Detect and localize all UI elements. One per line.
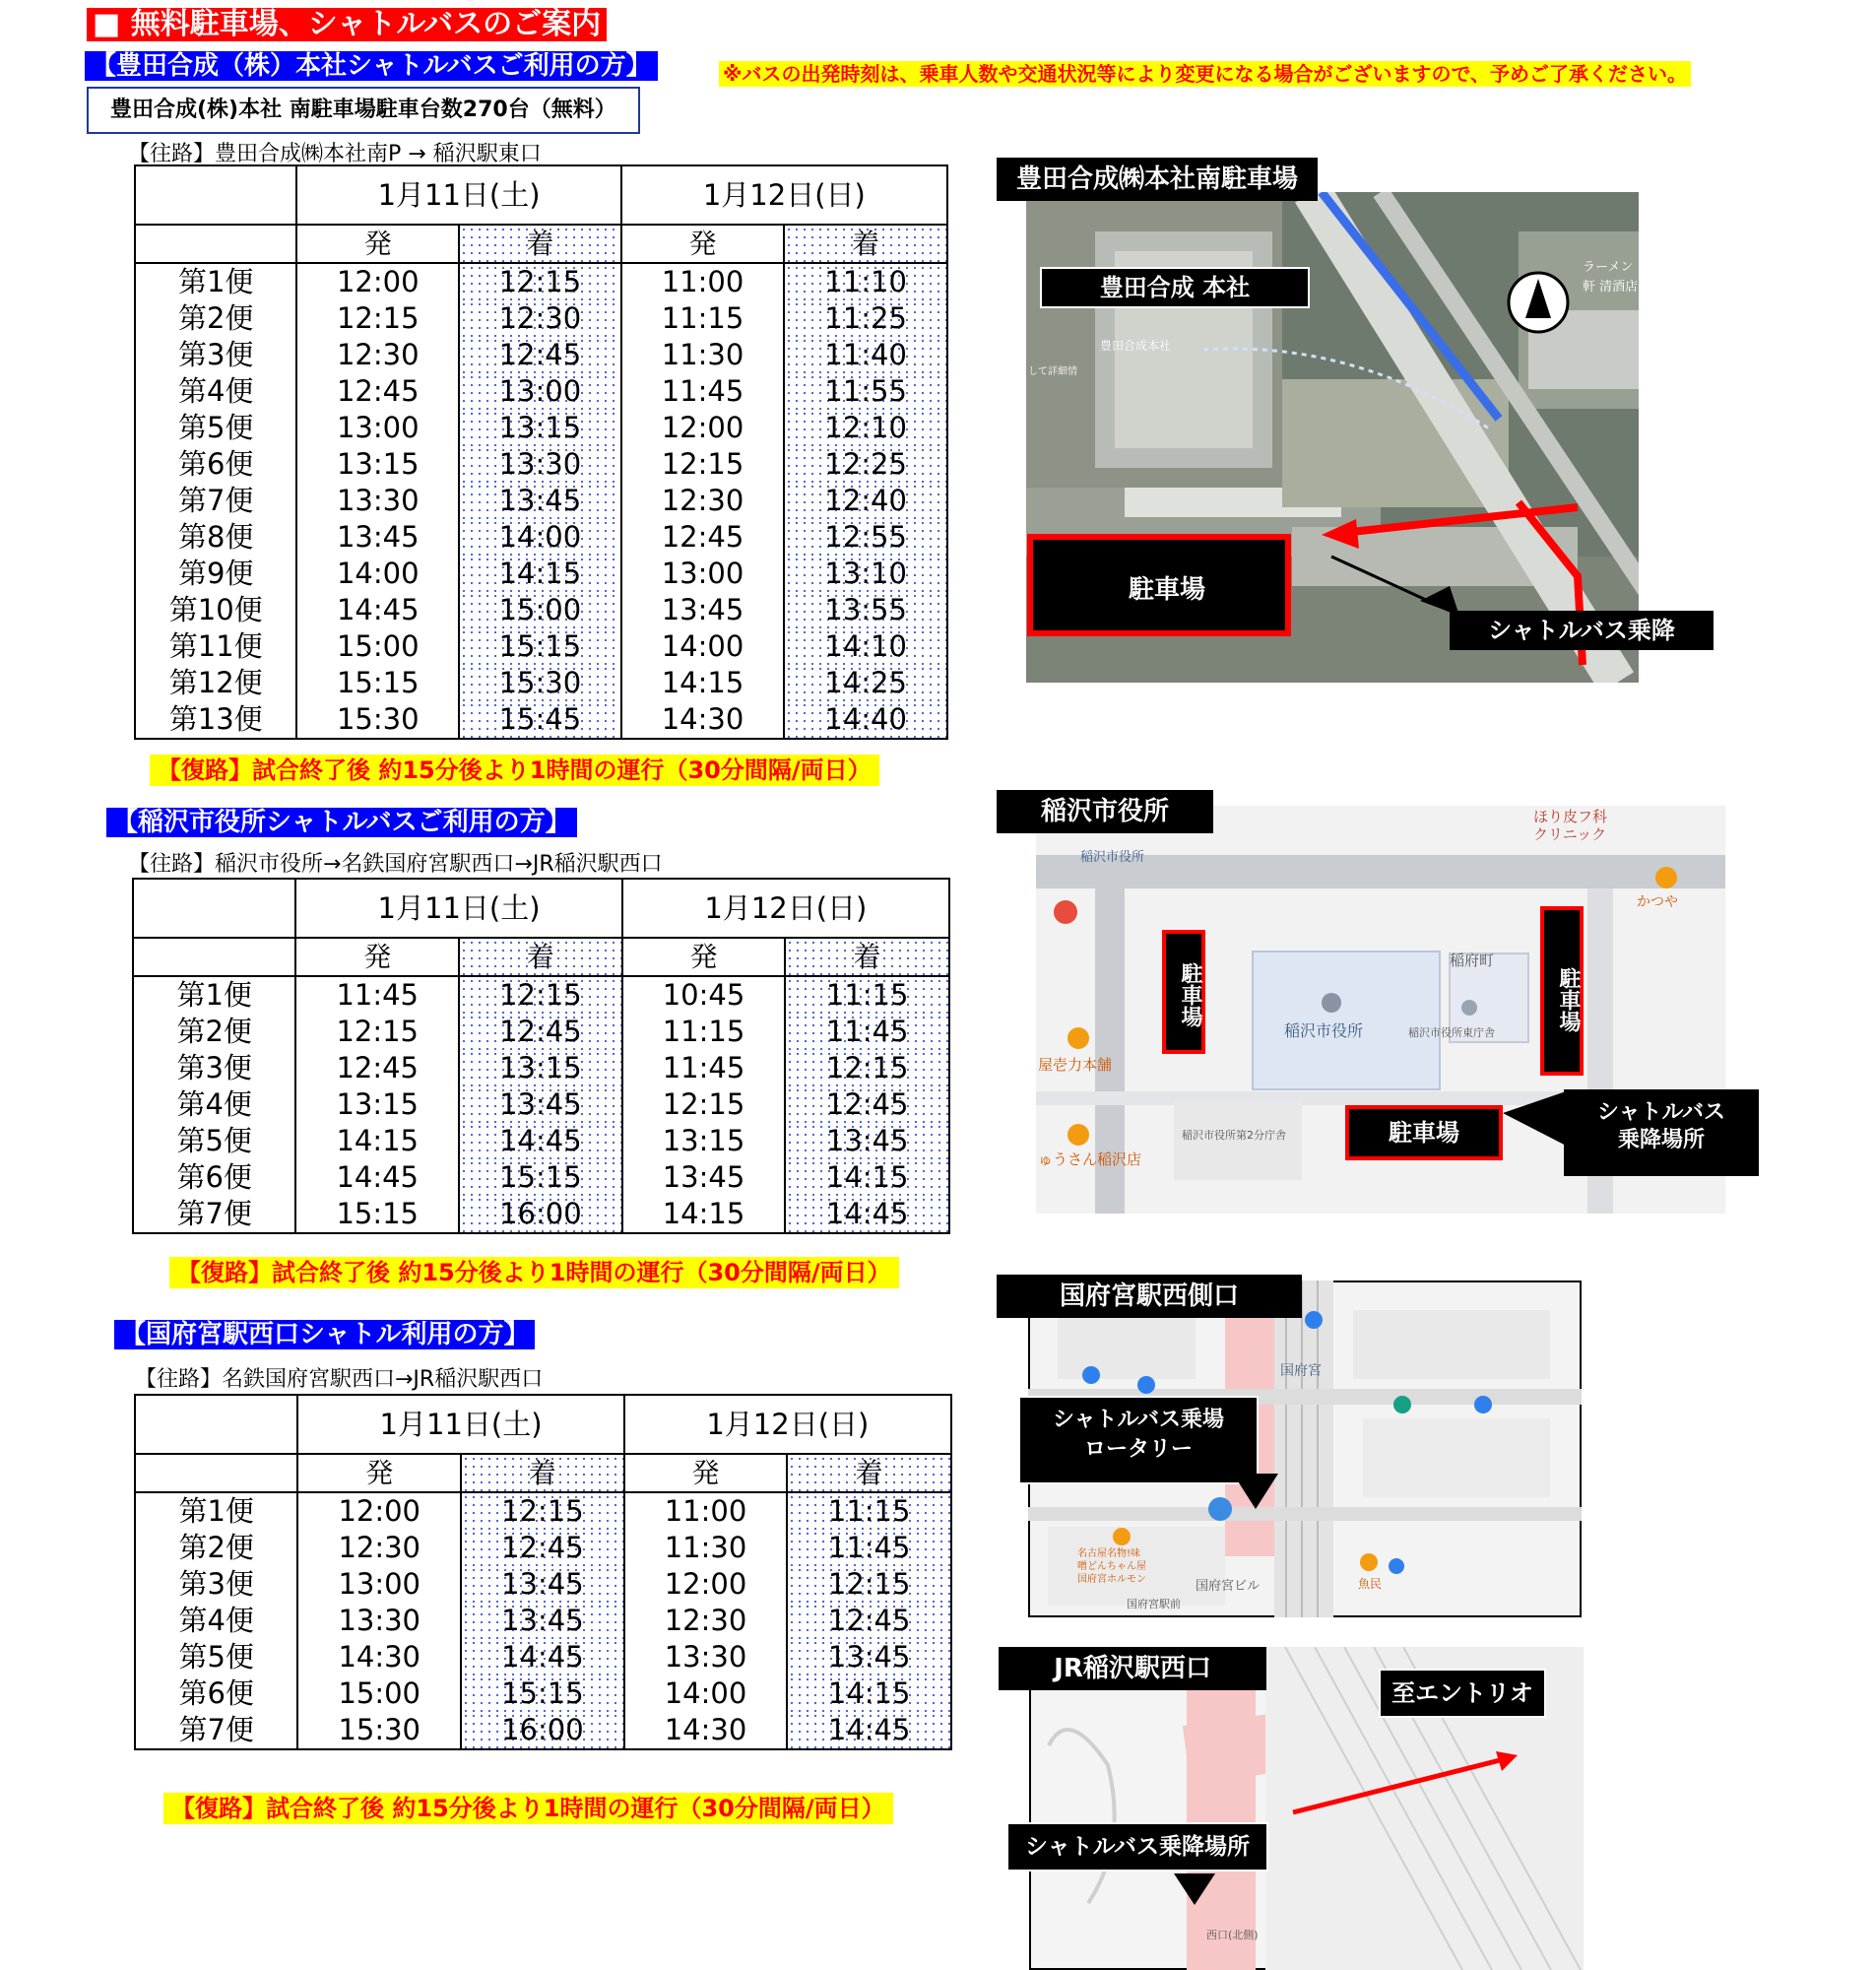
section3-timetable [134,1394,952,1750]
konomiya-building-label: 国府宮ビル [1196,1579,1261,1594]
section3-route: 【往路】名鉄国府宮駅西口→JR稲沢駅西口 [135,1367,544,1392]
timetable-row [135,1675,951,1712]
jr-map-title: JR稲沢駅西口 [999,1647,1266,1690]
trip-number: 第5便 [135,410,296,446]
departure-time: 15:15 [296,665,459,701]
departure-time: 13:30 [296,483,459,519]
arrival-time: 12:45 [461,1530,624,1566]
city-hall-label: 稲沢市役所 [1284,1021,1364,1040]
arrival-time: 15:00 [459,592,621,628]
arrival-time: 14:45 [461,1639,624,1675]
arrival-time: 13:45 [459,1086,622,1123]
timetable-row [135,592,947,628]
arrival-time: 11:15 [785,976,949,1014]
departure-time: 13:00 [621,556,785,592]
departure-time: 13:15 [622,1123,786,1159]
city-annex-label: 稲沢市役所第2分庁舎 [1182,1129,1286,1142]
departure-time: 12:15 [296,300,459,337]
jr-west-label: 西口(北側) [1206,1929,1259,1941]
dep-header: 発 [296,225,459,263]
arrival-time: 13:30 [459,446,621,483]
day2-header: 1月12日(日) [622,879,949,938]
toyoda-aerial-map [1026,192,1639,683]
trip-number: 第2便 [135,1530,297,1566]
jr-bus-label: シャトルバス乗降場所 [1006,1822,1268,1872]
arrival-time: 11:45 [787,1530,951,1566]
arrival-time: 13:45 [461,1603,624,1639]
section3-heading: 【国府宮駅西口シャトル利用の方】 [114,1320,535,1349]
departure-time: 14:45 [295,1159,459,1196]
arrival-time: 11:40 [784,337,947,373]
corner-cell [135,1395,297,1454]
dep-header: 発 [624,1454,788,1492]
arr-header: 着 [787,1454,951,1492]
arr-header: 着 [785,938,949,976]
corner-cell [133,879,295,938]
timetable-row [135,1566,951,1603]
timetable-row [135,1639,951,1675]
trip-number: 第3便 [135,337,296,373]
departure-time: 14:30 [621,701,785,739]
shop-label: 屋壱力本舗 [1038,1056,1113,1074]
departure-time: 11:00 [624,1492,788,1530]
departure-time: 12:00 [296,263,459,300]
departure-time: 11:30 [624,1530,788,1566]
timetable-row [133,976,949,1014]
shop-label: かつや [1637,894,1678,910]
departure-time: 11:45 [295,976,459,1014]
section1-heading: 【豊田合成（株）本社シャトルバスご利用の方】 [85,51,658,81]
departure-time: 12:45 [295,1050,459,1086]
departure-time: 14:15 [295,1123,459,1159]
arr-header: 着 [461,1454,624,1492]
timetable-row [135,665,947,701]
section2-heading: 【稲沢市役所シャトルバスご利用の方】 [106,808,577,837]
departure-time: 15:30 [296,701,459,739]
timetable-row [135,373,947,410]
arrival-time: 14:00 [459,519,621,556]
section1-return-note: 【復路】試合終了後 約15分後より1時間の運行（30分間隔/両日） [150,755,879,786]
day1-header: 1月11日(土) [295,879,621,938]
section1-route: 【往路】豊田合成㈱本社南P → 稲沢駅東口 [128,142,542,166]
arrival-time: 13:45 [787,1639,951,1675]
trip-number: 第4便 [135,373,296,410]
day1-header: 1月11日(土) [297,1395,623,1454]
departure-time: 15:00 [297,1675,461,1712]
section1-timetable [134,164,948,740]
departure-time: 12:30 [297,1530,461,1566]
section3-return-note: 【復路】試合終了後 約15分後より1時間の運行（30分間隔/両日） [163,1793,893,1824]
arrival-time: 12:30 [459,300,621,337]
city-parking-east: 駐車場 [1540,906,1584,1076]
city-map-title: 稲沢市役所 [997,790,1213,833]
dep-header: 発 [295,938,459,976]
trip-number: 第6便 [133,1159,295,1196]
city-pointer [1503,1089,1572,1168]
arrival-time: 15:15 [459,628,621,665]
toyoda-bus-label: シャトルバス乗降 [1450,611,1714,650]
timetable-row [135,263,947,300]
dep-header: 発 [621,225,785,263]
konomiya-station-label: 国府宮 [1280,1363,1322,1379]
departure-time: 11:15 [622,1014,786,1050]
departure-time: 11:30 [621,337,785,373]
departure-time: 13:15 [295,1086,459,1123]
timetable-row [135,1712,951,1749]
trip-number: 第1便 [135,263,296,300]
timetable-row [135,701,947,739]
departure-time: 12:00 [297,1492,461,1530]
departure-time: 15:15 [295,1196,459,1233]
section2-route: 【往路】稲沢市役所→名鉄国府宮駅西口→JR稲沢駅西口 [128,852,663,877]
city-parking-south: 駐車場 [1345,1105,1503,1160]
trip-number: 第7便 [135,1712,297,1749]
dep-header: 発 [622,938,786,976]
arrival-time: 13:55 [784,592,947,628]
city-parking-west: 駐車場 [1162,930,1205,1054]
departure-time: 14:00 [624,1675,788,1712]
toyoda-hq-label: 豊田合成 本社 [1040,267,1310,308]
arrival-time: 12:15 [785,1050,949,1086]
departure-time: 12:00 [621,410,785,446]
departure-time: 14:00 [621,628,785,665]
trip-number: 第3便 [135,1566,297,1603]
timetable-row [135,556,947,592]
arrival-time: 14:15 [787,1675,951,1712]
arrival-time: 16:00 [461,1712,624,1749]
departure-time: 11:00 [621,263,785,300]
arrival-time: 14:45 [785,1196,949,1233]
arrival-time: 11:45 [785,1014,949,1050]
departure-time: 12:00 [624,1566,788,1603]
arr-header: 着 [459,225,621,263]
trip-number: 第9便 [135,556,296,592]
toyoda-small-label: 豊田合成本社 [1100,339,1172,353]
arrival-time: 14:25 [784,665,947,701]
arrival-time: 14:45 [459,1123,622,1159]
arrival-time: 11:10 [784,263,947,300]
timetable-row [133,1196,949,1233]
arrival-time: 12:25 [784,446,947,483]
section2-timetable [132,878,950,1234]
departure-time: 13:30 [624,1639,788,1675]
day2-header: 1月12日(日) [621,165,947,225]
trip-number: 第11便 [135,628,296,665]
departure-time: 12:45 [621,519,785,556]
arrival-time: 13:10 [784,556,947,592]
city-bus-label: シャトルバス 乗降場所 [1564,1089,1759,1176]
trip-number: 第7便 [133,1196,295,1233]
timetable-row [135,628,947,665]
schedule-notice: ※バスの出発時刻は、乗車人数や交通状況等により変更になる場合がございますので、予めご了承ください。 [719,61,1691,87]
arrival-time: 14:15 [459,556,621,592]
arrival-time: 15:30 [459,665,621,701]
arrival-time: 14:10 [784,628,947,665]
arrival-time: 14:45 [787,1712,951,1749]
departure-time: 12:15 [621,446,785,483]
departure-time: 10:45 [622,976,786,1014]
arrival-time: 11:25 [784,300,947,337]
timetable-row [133,1123,949,1159]
departure-time: 12:15 [295,1014,459,1050]
trip-number: 第1便 [135,1492,297,1530]
arrival-time: 13:00 [459,373,621,410]
timetable-row [133,1086,949,1123]
arrival-time: 13:45 [461,1566,624,1603]
arrival-time: 11:15 [787,1492,951,1530]
departure-time: 13:00 [297,1566,461,1603]
konomiya-fish-label: 魚民 [1358,1577,1383,1591]
trip-number: 第5便 [133,1123,295,1159]
timetable-row [135,1530,951,1566]
trip-number: 第4便 [135,1603,297,1639]
arrival-time: 12:10 [784,410,947,446]
arrival-time: 12:55 [784,519,947,556]
dep-header: 発 [297,1454,461,1492]
departure-time: 13:15 [296,446,459,483]
arrival-time: 15:45 [459,701,621,739]
toyoda-parking-label: 駐車場 [1129,575,1206,605]
arr-header: 着 [784,225,947,263]
trip-number: 第4便 [133,1086,295,1123]
timetable-row [135,1603,951,1639]
timetable-row [135,1492,951,1530]
arrival-time: 12:40 [784,483,947,519]
departure-time: 12:15 [622,1086,786,1123]
arrival-time: 12:15 [459,263,621,300]
departure-time: 12:30 [624,1603,788,1639]
departure-time: 12:30 [621,483,785,519]
arr-header: 着 [459,938,622,976]
arrival-time: 14:40 [784,701,947,739]
departure-time: 15:30 [297,1712,461,1749]
departure-time: 14:00 [296,556,459,592]
departure-time: 14:30 [297,1639,461,1675]
day2-header: 1月12日(日) [624,1395,951,1454]
timetable-row [133,1014,949,1050]
konomiya-shop-label: 名古屋名物!味噌どんちゃん屋国府宮ホルモン [1077,1548,1146,1585]
shop-label: ゅうさん稲沢店 [1038,1150,1142,1168]
trip-number: 第3便 [133,1050,295,1086]
trip-number: 第1便 [133,976,295,1014]
timetable-row [133,1159,949,1196]
trip-number: 第2便 [133,1014,295,1050]
timetable-row [135,410,947,446]
departure-time: 13:45 [622,1159,786,1196]
section1-parking-note: 豊田合成(株)本社 南駐車場駐車台数270台（無料） [87,87,640,134]
departure-time: 13:45 [296,519,459,556]
konomiya-bus-label: シャトルバス乗場 ロータリー [1018,1396,1259,1484]
timetable-row [135,519,947,556]
arrival-time: 12:15 [787,1566,951,1603]
trip-number: 第7便 [135,483,296,519]
departure-time: 15:00 [296,628,459,665]
departure-time: 13:30 [297,1603,461,1639]
arrival-time: 11:55 [784,373,947,410]
toyoda-small-label: して詳細情 [1028,366,1077,377]
trip-number: 第5便 [135,1639,297,1675]
trip-number: 第6便 [135,446,296,483]
departure-time: 13:45 [621,592,785,628]
arrival-time: 15:15 [461,1675,624,1712]
trip-number: 第12便 [135,665,296,701]
toyoda-small-label: ラーメン [1583,260,1634,275]
arrival-time: 12:45 [785,1086,949,1123]
timetable-row [135,483,947,519]
arrival-time: 13:15 [459,410,621,446]
departure-time: 14:15 [622,1196,786,1233]
konomiya-marker [1233,1474,1278,1511]
timetable-row [135,300,947,337]
trip-number: 第13便 [135,701,296,739]
konomiya-map-title: 国府宮駅西側口 [997,1275,1302,1318]
departure-time: 13:00 [296,410,459,446]
city-hall-east-label: 稲沢市役所東庁舎 [1408,1026,1495,1039]
timetable-row [135,446,947,483]
arrival-time: 13:45 [785,1123,949,1159]
town-label: 稲府町 [1450,952,1495,969]
departure-time: 11:45 [622,1050,786,1086]
jr-to-entrio-label: 至エントリオ [1379,1669,1546,1718]
arrival-time: 12:45 [459,1014,622,1050]
trip-number: 第2便 [135,300,296,337]
departure-time: 11:15 [621,300,785,337]
jr-marker [1174,1873,1215,1907]
departure-time: 11:45 [621,373,785,410]
konomiya-street-label: 国府宮駅前 [1127,1598,1181,1610]
arrival-time: 12:45 [787,1603,951,1639]
trip-number: 第10便 [135,592,296,628]
toyoda-map-title: 豊田合成㈱本社南駐車場 [997,158,1318,201]
arrival-time: 13:15 [459,1050,622,1086]
toyoda-small-label: 軒 清酒店 [1583,280,1639,295]
day1-header: 1月11日(土) [296,165,620,225]
page-title: ■ 無料駐車場、シャトルバスのご案内 [87,8,607,41]
trip-number: 第6便 [135,1675,297,1712]
clinic-label: ほり皮フ科クリニック [1533,808,1608,843]
departure-time: 12:30 [296,337,459,373]
arrival-time: 16:00 [459,1196,622,1233]
arrival-time: 12:15 [461,1492,624,1530]
arrival-time: 14:15 [785,1159,949,1196]
departure-time: 14:30 [624,1712,788,1749]
section2-return-note: 【復路】試合終了後 約15分後より1時間の運行（30分間隔/両日） [169,1257,899,1288]
arrival-time: 12:15 [459,976,622,1014]
timetable-row [133,1050,949,1086]
trip-number: 第8便 [135,519,296,556]
departure-time: 12:45 [296,373,459,410]
arrival-time: 13:45 [459,483,621,519]
departure-time: 14:15 [621,665,785,701]
city-street-label: 稲沢市役所 [1080,850,1145,865]
arrival-time: 12:45 [459,337,621,373]
timetable-row [135,337,947,373]
arrival-time: 15:15 [459,1159,622,1196]
departure-time: 14:45 [296,592,459,628]
corner-cell [135,165,296,225]
